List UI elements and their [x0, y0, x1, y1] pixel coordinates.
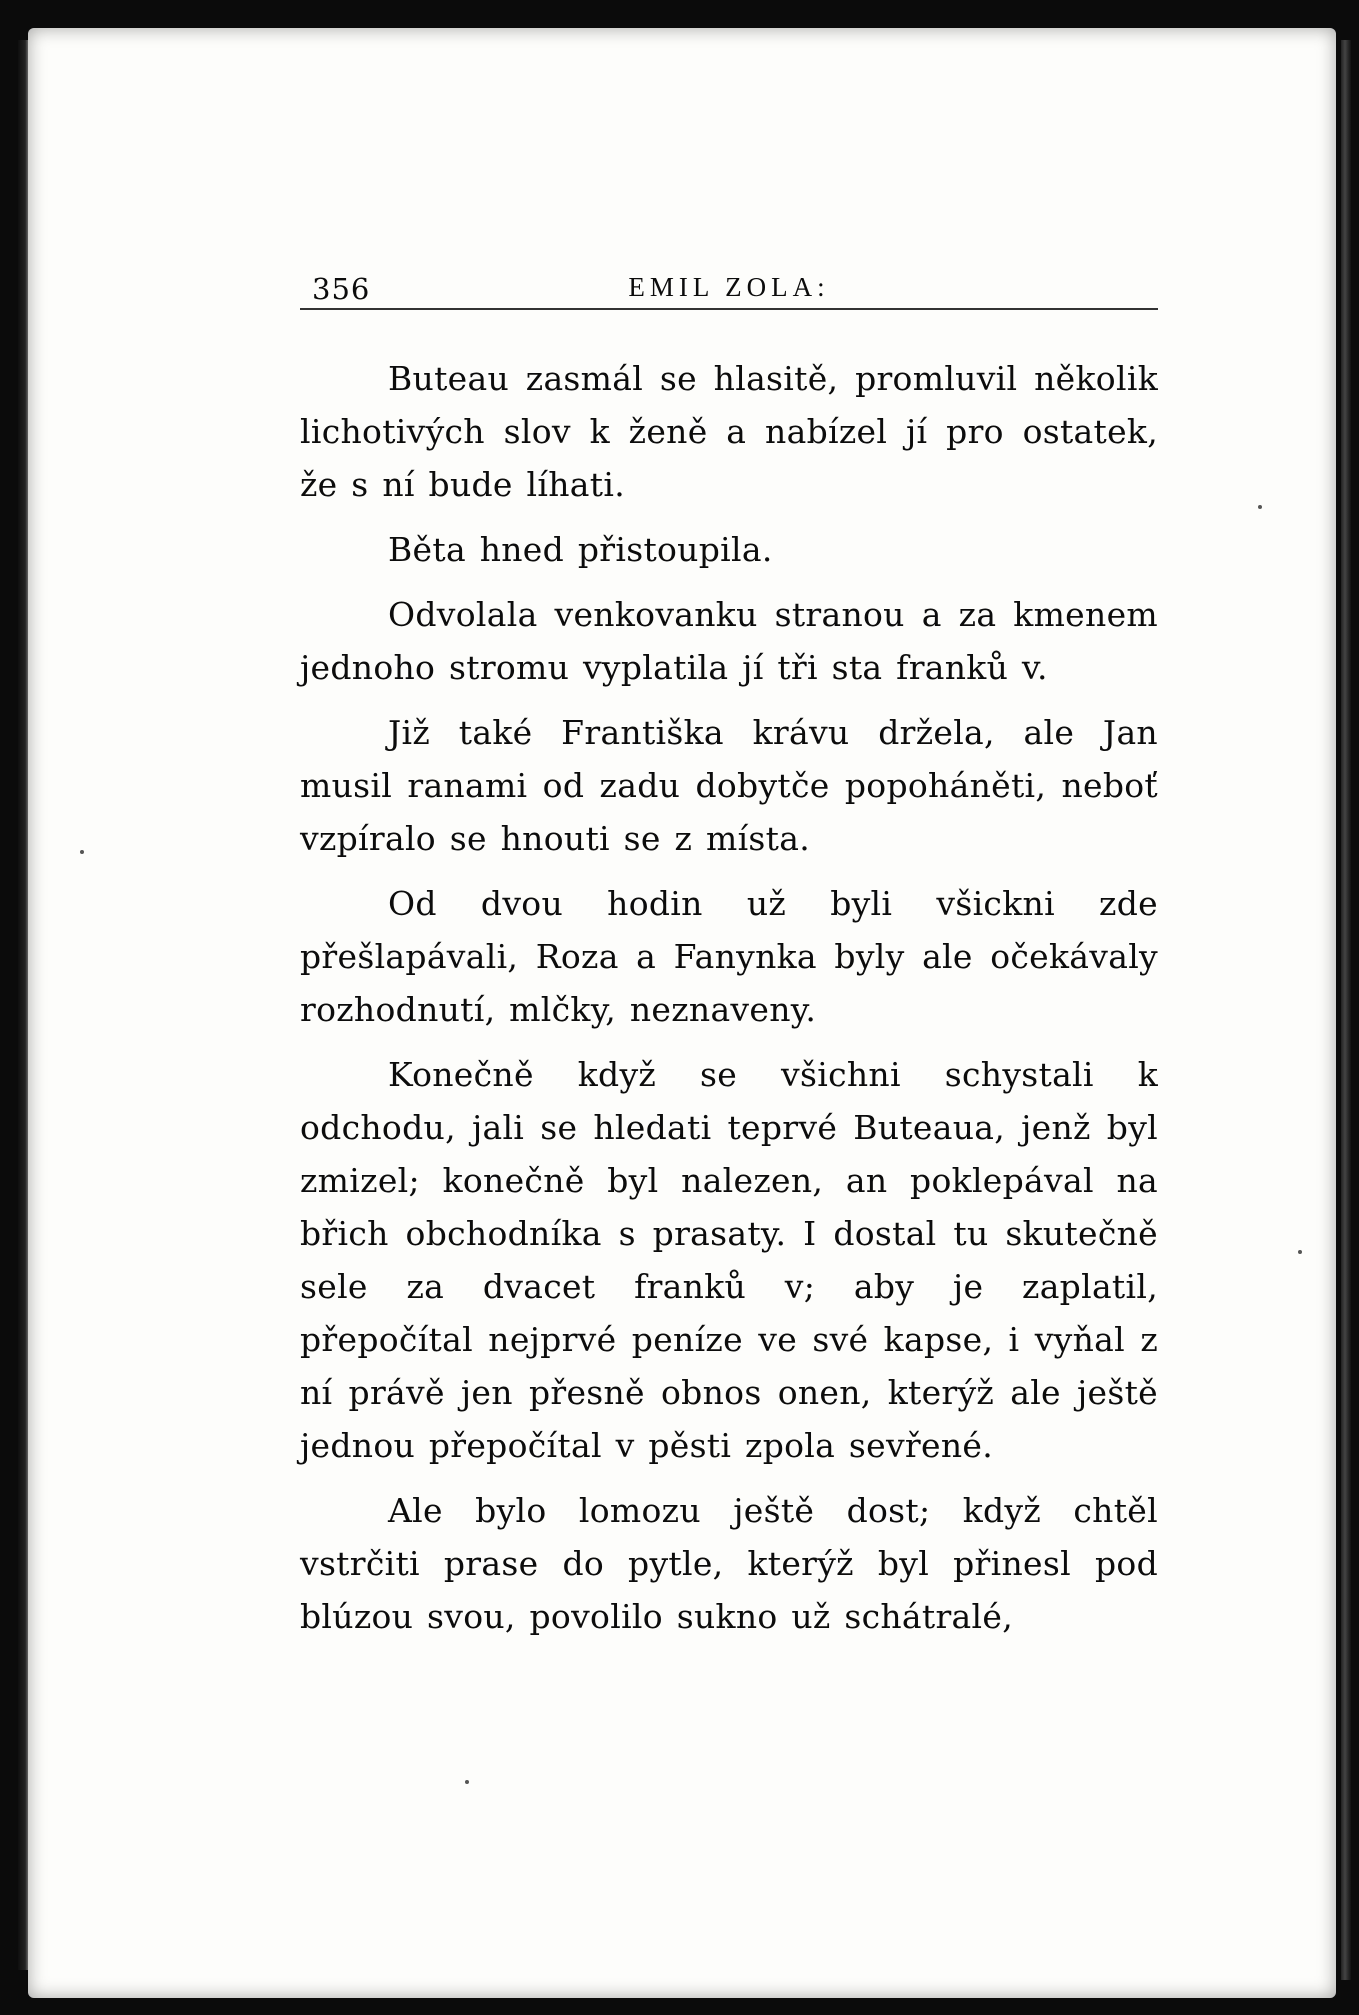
paragraph: Běta hned přistoupila.	[388, 530, 773, 569]
dust-speck	[1258, 505, 1262, 509]
dust-speck	[1298, 1250, 1302, 1254]
dust-speck	[80, 850, 84, 854]
paragraph: Již také Františka krávu držela, ale Jan musil ranami od zadu dobytče popoháněti, neboť vzpíralo se hnouti se z místa.	[300, 713, 1158, 858]
paragraph: Ale bylo lomozu ještě dost; když chtěl vstrčiti prase do pytle, kterýž byl přinesl pod blúzou svou, povolilo sukno už schátralé,	[300, 1491, 1158, 1636]
paragraph: Konečně když se všichni schystali k odchodu, jali se hledati teprvé Buteaua, jenž byl zmizel; konečně byl nalezen, an poklepával na břich obchodníka s prasaty. I dostal tu skutečně sele za dvacet franků v; aby je zaplatil, přepočítal nejprvé peníze ve své kapse, i vyňal z ní právě jen přesně obnos onen, kterýž ale ještě jednou přepočítal v pěsti zpola sevřené.	[300, 1055, 1158, 1465]
text-block	[300, 258, 1158, 1655]
paragraph: Odvolala venkovanku stranou a za kmenem jednoho stromu vyplatila jí tři sta franků v.	[300, 595, 1158, 687]
paragraph: Buteau zasmál se hlasitě, promluvil několik lichotivých slov k ženě a nabízel jí pro ostatek, že s ní bude líhati.	[300, 359, 1158, 504]
dust-speck	[465, 1780, 469, 1784]
running-head	[300, 258, 1158, 310]
body-text	[300, 352, 1158, 1643]
scan-right-edge	[1341, 40, 1351, 1980]
page-number: 356	[312, 272, 371, 306]
running-title: EMIL ZOLA:	[628, 272, 830, 302]
paragraph: Od dvou hodin už byli všickni zde přešlapávali, Roza a Fanynka byly ale očekávaly rozhodnutí, mlčky, neznaveny.	[300, 884, 1158, 1029]
